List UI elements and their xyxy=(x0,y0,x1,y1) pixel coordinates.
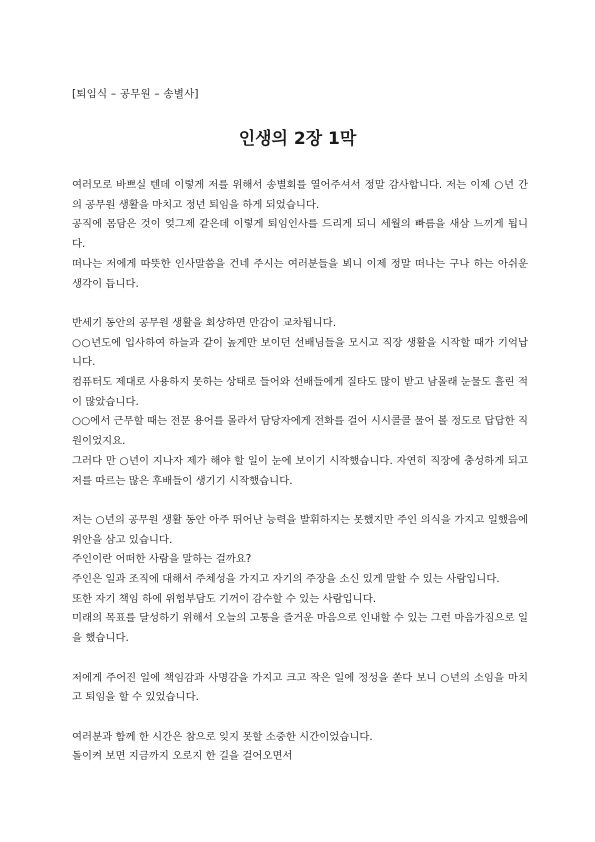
paragraph-gap xyxy=(72,708,528,728)
body-paragraph: ○○에서 근무할 때는 전문 용어를 몰라서 담당자에게 전화를 걸어 시시콜콜 물어 볼 정도로 답답한 직원이었지요. xyxy=(72,415,528,448)
page-title: 인생의 2장 1막 xyxy=(238,129,357,149)
body-paragraph: 미래의 목표를 달성하기 위해서 오늘의 고통을 즐거운 마음으로 인내할 수 있는 그런 마음가짐으로 일을 했습니다. xyxy=(72,612,528,645)
body-paragraph: 반세기 동안의 공무원 생활을 회상하면 만감이 교차됩니다. xyxy=(72,316,337,329)
body-paragraph: 떠나는 저에게 따뜻한 인사말씀을 건네 주시는 여러분들을 뵈니 이제 정말 떠나는 구나 하는 아쉬운 생각이 듭니다. xyxy=(72,257,528,290)
document-body xyxy=(72,176,528,767)
body-paragraph: 돌이켜 보면 지금까지 오로지 한 길을 걸어오면서 xyxy=(72,750,293,763)
category-label: [퇴임식 – 공무원 – 송별사] xyxy=(72,88,199,100)
body-paragraph: 저는 ○년의 공무원 생활 동안 아주 뛰어난 능력을 발휘하지는 못했지만 주인 의식을 가지고 일했음에 위안을 삼고 있습니다. xyxy=(72,513,528,546)
body-paragraph: 여러모로 바쁘실 텐데 이렇게 저를 위해서 송별회를 열어주셔서 정말 감사합니다. 저는 이제 ○년 간의 공무원 생활을 마치고 정년 퇴임을 하게 되었습니다. xyxy=(72,179,528,211)
body-paragraph: 여러분과 함께 한 시간은 참으로 잊지 못할 소중한 시간이었습니다. xyxy=(72,730,373,743)
body-paragraph: 주인은 일과 조직에 대해서 주체성을 가지고 자기의 주장을 소신 있게 말할 수 있는 사람입니다. xyxy=(72,573,500,586)
body-paragraph: 공직에 몸담은 것이 엊그제 같은데 이렇게 퇴임인사를 드리게 되니 세월의 빠름을 새삼 느끼게 됩니다. xyxy=(72,218,528,251)
body-paragraph: 저에게 주어진 일에 책임감과 사명감을 가지고 크고 작은 일에 정성을 쏟다 보니 ○년의 소임을 마치고 퇴임을 할 수 있었습니다. xyxy=(72,671,528,704)
body-paragraph: 컴퓨터도 제대로 사용하지 못하는 상태로 들어와 선배들에게 질타도 많이 받고 남몰래 눈물도 흘린 적이 많았습니다. xyxy=(72,376,528,408)
paragraph-gap xyxy=(72,294,528,314)
paragraph-gap xyxy=(72,649,528,669)
body-paragraph: 그러다 만 ○년이 지나자 제가 해야 할 일이 눈에 보이기 시작했습니다. 자연히 직장에 충성하게 되고 저를 따르는 많은 후배들이 생기기 시작했습니다. xyxy=(72,454,528,487)
paragraph-gap xyxy=(72,491,528,511)
body-paragraph: 또한 자기 책임 하에 위험부담도 기꺼이 감수할 수 있는 사람입니다. xyxy=(72,592,377,605)
body-paragraph: 주인이란 어떠한 사람을 말하는 걸까요? xyxy=(72,553,252,566)
body-paragraph: ○○년도에 입사하여 하늘과 같이 높게만 보이던 선배님들을 모시고 직장 생활을 시작할 때가 기억납니다. xyxy=(72,336,528,369)
